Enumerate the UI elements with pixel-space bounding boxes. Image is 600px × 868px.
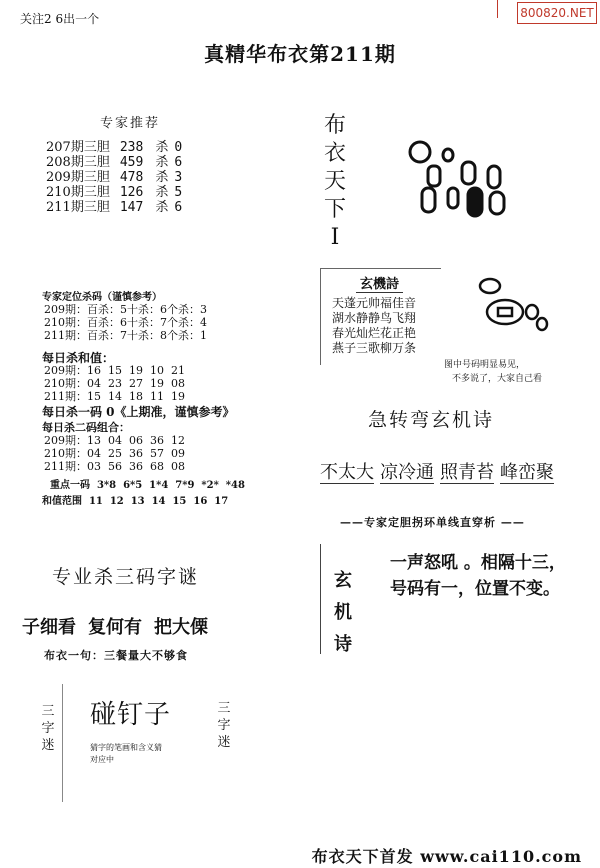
position-kill-row: 210期：百杀：6十杀：7个杀：4: [44, 316, 207, 329]
expert-kill-label: 杀: [155, 185, 169, 200]
expert-issue: 211期三胆: [46, 200, 110, 215]
expert-issue: 207期三胆: [46, 140, 110, 155]
daily-sum-heading: 每日杀和值：: [42, 351, 115, 365]
vertical-title: [320, 112, 350, 252]
section-bar: ——专家定胆拐环单线直穿析 ——: [340, 516, 525, 529]
expert-issue: 208期三胆: [46, 155, 110, 170]
kill-three-phrases: [22, 613, 220, 639]
daily-one-row: 209期：13 04 06 36 12: [44, 434, 185, 447]
poem-line: 春光灿烂花正艳: [332, 326, 417, 340]
expert-kill: 6: [174, 200, 183, 215]
vertical-title-char: 衣: [323, 141, 346, 166]
kill-three-phrase: 复何有: [88, 617, 142, 638]
expert-kill-label: 杀: [155, 170, 169, 185]
daily-sum-row: 211期：15 14 18 11 19: [44, 390, 185, 403]
turn-phrase: 照青苔: [440, 462, 494, 483]
poem-sketch-image: [470, 272, 550, 337]
turn-phrase: 不太大: [320, 462, 374, 483]
turn-phrase: 峰峦聚: [500, 462, 554, 483]
expert-row: [46, 196, 182, 215]
position-kill-row: 209期：百杀：5十杀：6个杀：3: [44, 303, 207, 316]
riddle-right-label: [214, 700, 234, 751]
top-note: 关注2 6出一个: [20, 12, 100, 26]
page-title: 真精华布衣第211期: [204, 42, 396, 66]
expert-kill-label: 杀: [155, 200, 169, 215]
sum-range-line: 和值范围 11 12 13 14 15 16 17: [42, 496, 229, 507]
footer-link[interactable]: 布衣天下首发 www.cai110.com: [311, 847, 582, 866]
expert-nums: 459: [119, 155, 144, 170]
poem-line: 天蓬元帅福佳音: [332, 296, 417, 310]
poem2-vertical-char: 机: [334, 602, 352, 623]
daily-one-row: 211期：03 56 36 68 08: [44, 460, 185, 473]
turn-phrase: 凉冷通: [380, 462, 434, 483]
riddle-right-char: 三: [217, 701, 231, 716]
expert-nums: 478: [119, 170, 144, 185]
poem-line: 燕子三歌柳万条: [332, 341, 417, 355]
site-badge[interactable]: 800820.NET: [517, 2, 597, 24]
vertical-title-char: I: [330, 225, 340, 250]
poem2-bracket: [320, 544, 327, 654]
key-pair-line: 重点一码 3*8 6*5 1*4 7*9 *2* *48: [50, 480, 245, 491]
daily-one-heading: 每日杀一码 0《上期准，谨慎参考》: [42, 405, 235, 419]
expert-kill: 0: [174, 140, 183, 155]
expert-kill-label: 杀: [155, 155, 169, 170]
expert-issue: 210期三胆: [46, 185, 110, 200]
poem2-line2: 号码有一，位置不变。: [390, 579, 560, 599]
poem2-vertical-char: 玄: [334, 570, 352, 591]
kill-three-phrase: 把大傈: [154, 617, 208, 638]
poem-note-line1: 图中号码明显易见，: [444, 360, 526, 370]
riddle-hint-line1: 猜字的笔画和含义猜: [90, 743, 162, 752]
buyi-saying: 布衣一句：三餐量大不够食: [44, 649, 188, 662]
daily-sum-row: 210期：04 23 27 19 08: [44, 377, 185, 390]
poem-title: 玄機詩: [356, 273, 403, 293]
riddle-right-char: 迷: [217, 735, 231, 750]
expert-nums: 238: [119, 140, 144, 155]
expert-issue: 209期三胆: [46, 170, 110, 185]
poem-note-line2: 不多说了，大家自己看: [452, 374, 543, 384]
vertical-title-char: 布: [323, 113, 346, 138]
riddle-left-char: 字: [41, 721, 55, 736]
expert-kill: 3: [174, 170, 183, 185]
riddle-main: 碰钉子: [90, 700, 172, 730]
daily-one-row: 210期：04 25 36 57 09: [44, 447, 185, 460]
number-sketch-image: [400, 130, 510, 225]
expert-nums: 126: [119, 185, 144, 200]
expert-kill: 6: [174, 155, 183, 170]
position-kill-heading: 专家定位杀码（谨慎参考）: [42, 292, 162, 303]
kill-three-title: 专业杀三码字谜: [52, 566, 200, 588]
kill-three-phrase: 子细看: [22, 617, 76, 638]
poem2-vertical-char: 诗: [334, 634, 352, 655]
expert-kill-label: 杀: [155, 140, 169, 155]
vertical-title-char: 下: [323, 197, 346, 222]
riddle-right-char: 字: [217, 718, 231, 733]
riddle-left-char: 三: [41, 704, 55, 719]
poem2-vertical-title: [330, 565, 356, 661]
poem2-line1: 一声怒吼 。相隔十三，: [390, 553, 566, 573]
poem-line: 湖水静静鸟飞翔: [332, 311, 417, 325]
badge-divider: [497, 0, 498, 18]
position-kill-row: 211期：百杀：7十杀：8个杀：1: [44, 329, 207, 342]
daily-two-heading: 每日杀二码组合：: [42, 421, 130, 434]
expert-kill: 5: [174, 185, 183, 200]
vertical-title-char: 天: [323, 169, 346, 194]
turn-poem-phrases: [320, 458, 560, 484]
turn-poem-title: 急转弯玄机诗: [368, 409, 495, 431]
riddle-left-label: [38, 703, 58, 754]
riddle-left-char: 迷: [41, 738, 55, 753]
daily-sum-row: 209期：16 15 19 10 21: [44, 364, 185, 377]
expert-table-title: 专家推荐: [100, 116, 161, 131]
riddle-hint-line2: 对应中: [90, 755, 114, 764]
expert-nums: 147: [119, 200, 144, 215]
